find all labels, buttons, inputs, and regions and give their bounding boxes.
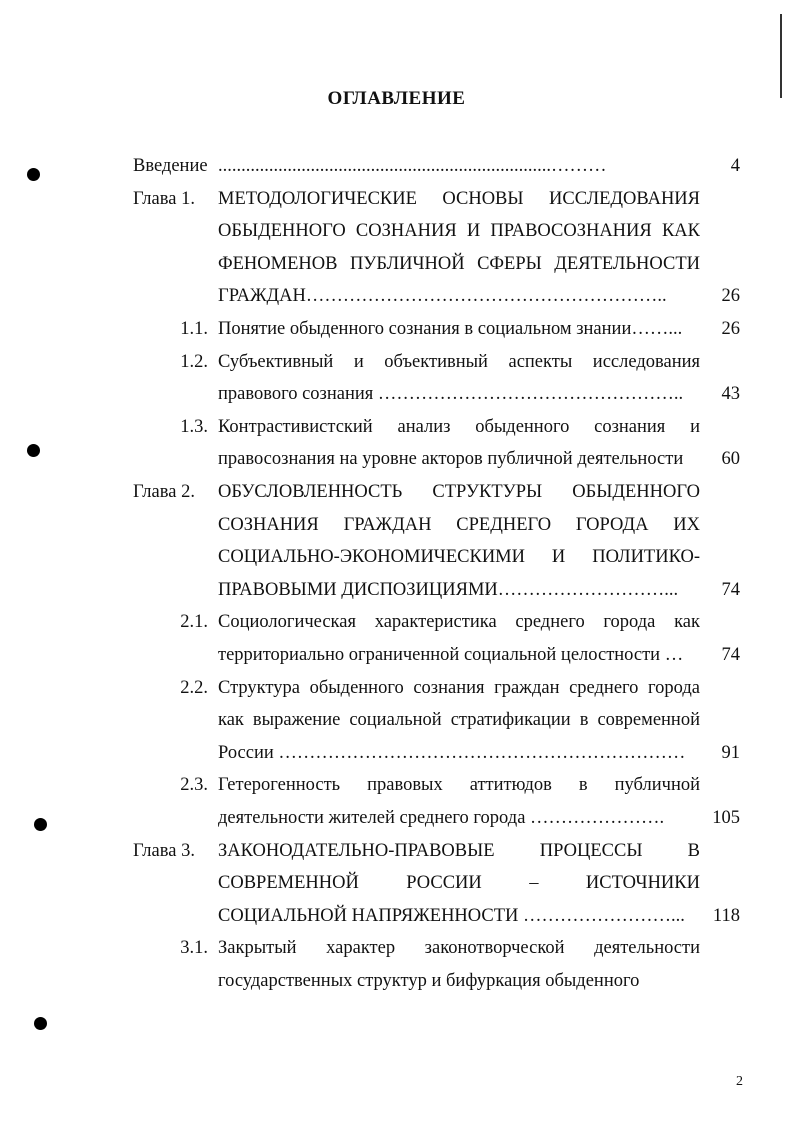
section-label: 1.1. bbox=[180, 319, 208, 339]
toc-entry-line: СОЗНАНИЯ ГРАЖДАН СРЕДНЕГО ГОРОДА ИХ bbox=[218, 514, 700, 535]
toc-entry-line: ПРАВОВЫМИ ДИСПОЗИЦИЯМИ………………………... bbox=[218, 579, 679, 600]
page-ref: 43 bbox=[721, 384, 740, 405]
toc-entry-line: территориально ограниченной социальной целостности … bbox=[218, 645, 684, 665]
section-label: 2.1. bbox=[180, 612, 208, 633]
section-label: 1.3. bbox=[180, 416, 208, 437]
section-label: 2.2. bbox=[180, 677, 208, 698]
chapter-label: Глава 1. bbox=[133, 188, 195, 209]
toc-entry-line: ОБУСЛОВЛЕННОСТЬ СТРУКТУРЫ ОБЫДЕННОГО bbox=[218, 482, 700, 502]
toc-entry-line: Гетерогенность правовых аттитюдов в публичной bbox=[218, 775, 700, 796]
toc-entry-line: ЗАКОНОДАТЕЛЬНО-ПРАВОВЫЕ ПРОЦЕССЫ В bbox=[218, 840, 700, 861]
toc-entry-line: ФЕНОМЕНОВ ПУБЛИЧНОЙ СФЕРЫ ДЕЯТЕЛЬНОСТИ bbox=[218, 253, 700, 274]
toc-entry-line: СОЦИАЛЬНОЙ НАПРЯЖЕННОСТИ ……………………... bbox=[218, 905, 685, 926]
chapter-label: Глава 3. bbox=[133, 840, 195, 861]
toc-entry-line: Понятие обыденного сознания в социальном знании……... bbox=[218, 319, 683, 339]
page-ref: 74 bbox=[721, 645, 740, 665]
page-ref: 118 bbox=[712, 905, 740, 926]
page-ref: 4 bbox=[730, 156, 740, 176]
page-ref: 26 bbox=[721, 286, 740, 307]
page-ref: 105 bbox=[712, 808, 740, 828]
toc-entry-line: Контрастивистский анализ обыденного сознания и bbox=[218, 416, 700, 437]
toc-entry-line: России ………………………………………………………… bbox=[218, 742, 686, 763]
toc-entry-line: Закрытый характер законотворческой деятельности bbox=[218, 938, 700, 959]
section-label: 3.1. bbox=[180, 938, 208, 959]
page-ref: 26 bbox=[721, 319, 740, 339]
page-ref: 60 bbox=[721, 449, 740, 470]
toc-entry-line: как выражение социальной стратификации в современной bbox=[218, 710, 700, 731]
toc-entry-line: СОВРЕМЕННОЙ РОССИИ – ИСТОЧНИКИ bbox=[218, 873, 700, 894]
toc-entry-line: МЕТОДОЛОГИЧЕСКИЕ ОСНОВЫ ИССЛЕДОВАНИЯ bbox=[218, 188, 700, 209]
toc-entry-line: государственных структур и бифуркация обыденного bbox=[218, 971, 640, 991]
toc-entry-line: Структура обыденного сознания граждан среднего города bbox=[218, 677, 700, 698]
chapter-label: Введение bbox=[133, 156, 208, 176]
toc-entry-line: Субъективный и объективный аспекты исследования bbox=[218, 351, 700, 372]
chapter-label: Глава 2. bbox=[133, 482, 195, 502]
toc-entry-line: правового сознания ………………………………………….. bbox=[218, 384, 684, 405]
toc-entry-line: СОЦИАЛЬНО-ЭКОНОМИЧЕСКИМИ И ПОЛИТИКО- bbox=[218, 547, 700, 568]
toc-entry-line: ОБЫДЕННОГО СОЗНАНИЯ И ПРАВОСОЗНАНИЯ КАК bbox=[218, 221, 700, 242]
toc-entry-line: ГРАЖДАН………………………………………………….. bbox=[218, 286, 667, 307]
page-ref: 74 bbox=[721, 579, 740, 600]
page-number: 2 bbox=[736, 1074, 743, 1089]
toc-entry-line: Социологическая характеристика среднего города как bbox=[218, 612, 700, 633]
page-ref: 91 bbox=[721, 742, 740, 763]
toc-entry-line: ........................................................................……… bbox=[218, 156, 607, 176]
toc-entry-line: правосознания на уровне акторов публичной деятельности bbox=[218, 449, 684, 470]
toc-heading: ОГЛАВЛЕНИЕ bbox=[327, 88, 466, 109]
toc-entry-line: деятельности жителей среднего города …………………. bbox=[218, 808, 665, 828]
section-label: 1.2. bbox=[180, 351, 208, 372]
section-label: 2.3. bbox=[180, 775, 208, 796]
